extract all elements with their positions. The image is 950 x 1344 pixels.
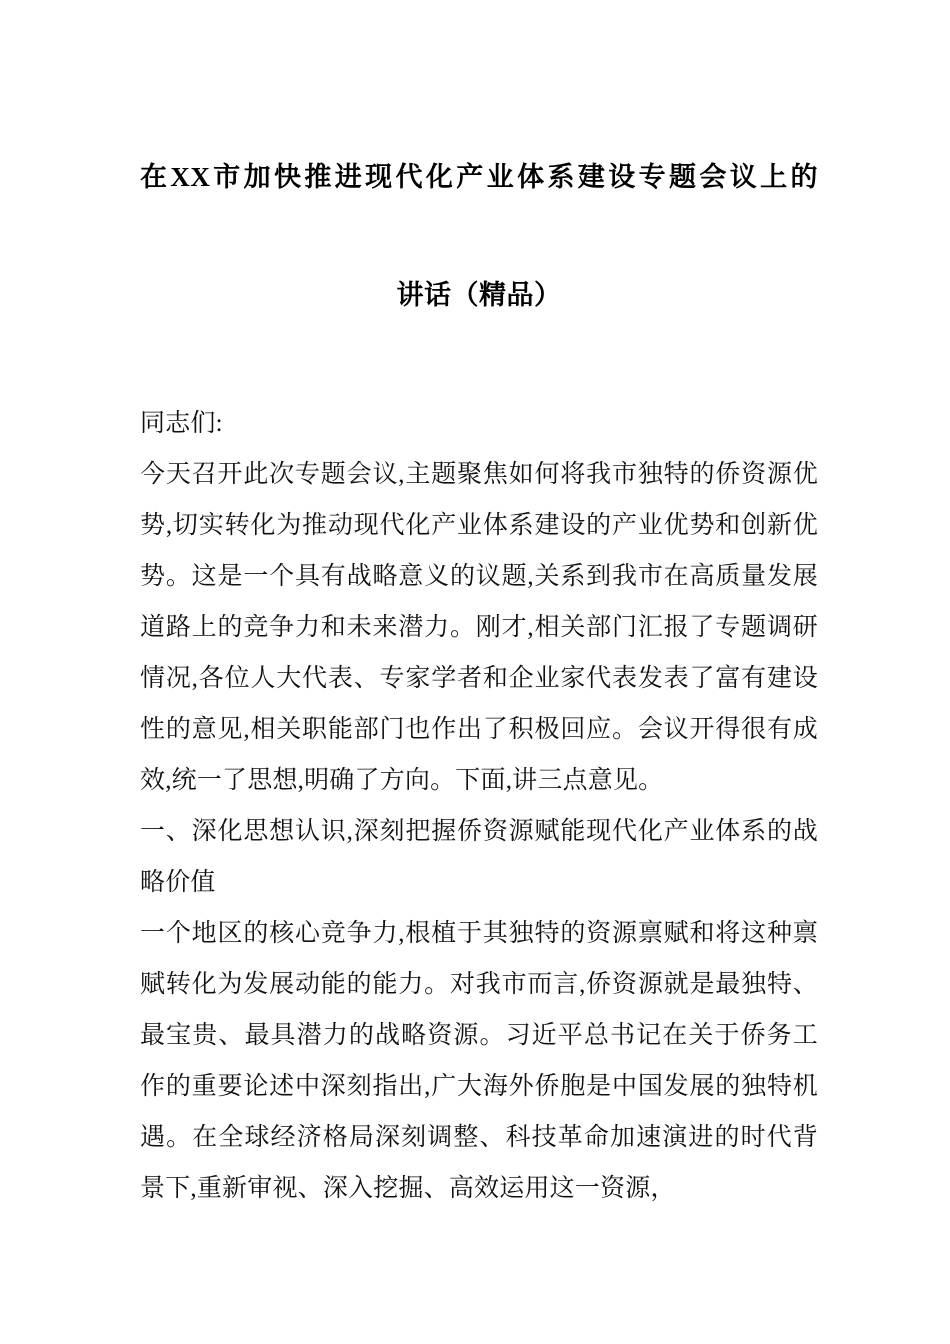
document-body	[140, 324, 818, 1214]
title-line-2: 讲话（精品）	[396, 280, 562, 310]
title-line-1: 在XX市加快推进现代化产业体系建设专题会议上的	[140, 162, 818, 192]
opening-paragraph: 今天召开此次专题会议,主题聚焦如何将我市独特的侨资源优势,切实转化为推动现代化产业体系建设的产业优势和创新优势。这是一个具有战略意义的议题,关系到我市在高质量发展道路上的竞争力和未来潜力。刚才,相关部门汇报了专题调研情况,各位人大代表、专家学者和企业家代表发表了富有建设性的意见,相关职能部门也作出了积极回应。会议开得很有成效,统一了思想,明确了方向。下面,讲三点意见。	[140, 461, 818, 794]
section-one-body: 一个地区的核心竞争力,根植于其独特的资源禀赋和将这种禀赋转化为发展动能的能力。对我市而言,侨资源就是最独特、最宝贵、最具潜力的战略资源。习近平总书记在关于侨务工作的重要论述中深刻指出,广大海外侨胞是中国发展的独特机遇。在全球经济格局深刻调整、科技革命加速演进的时代背景下,重新审视、深入挖掘、高效运用这一资源，	[140, 920, 818, 1202]
document-content	[140, 0, 818, 1214]
document-title	[140, 0, 818, 324]
salutation: 同志们:	[140, 410, 223, 437]
section-heading-one: 一、深化思想认识,深刻把握侨资源赋能现代化产业体系的战略价值	[140, 818, 818, 896]
